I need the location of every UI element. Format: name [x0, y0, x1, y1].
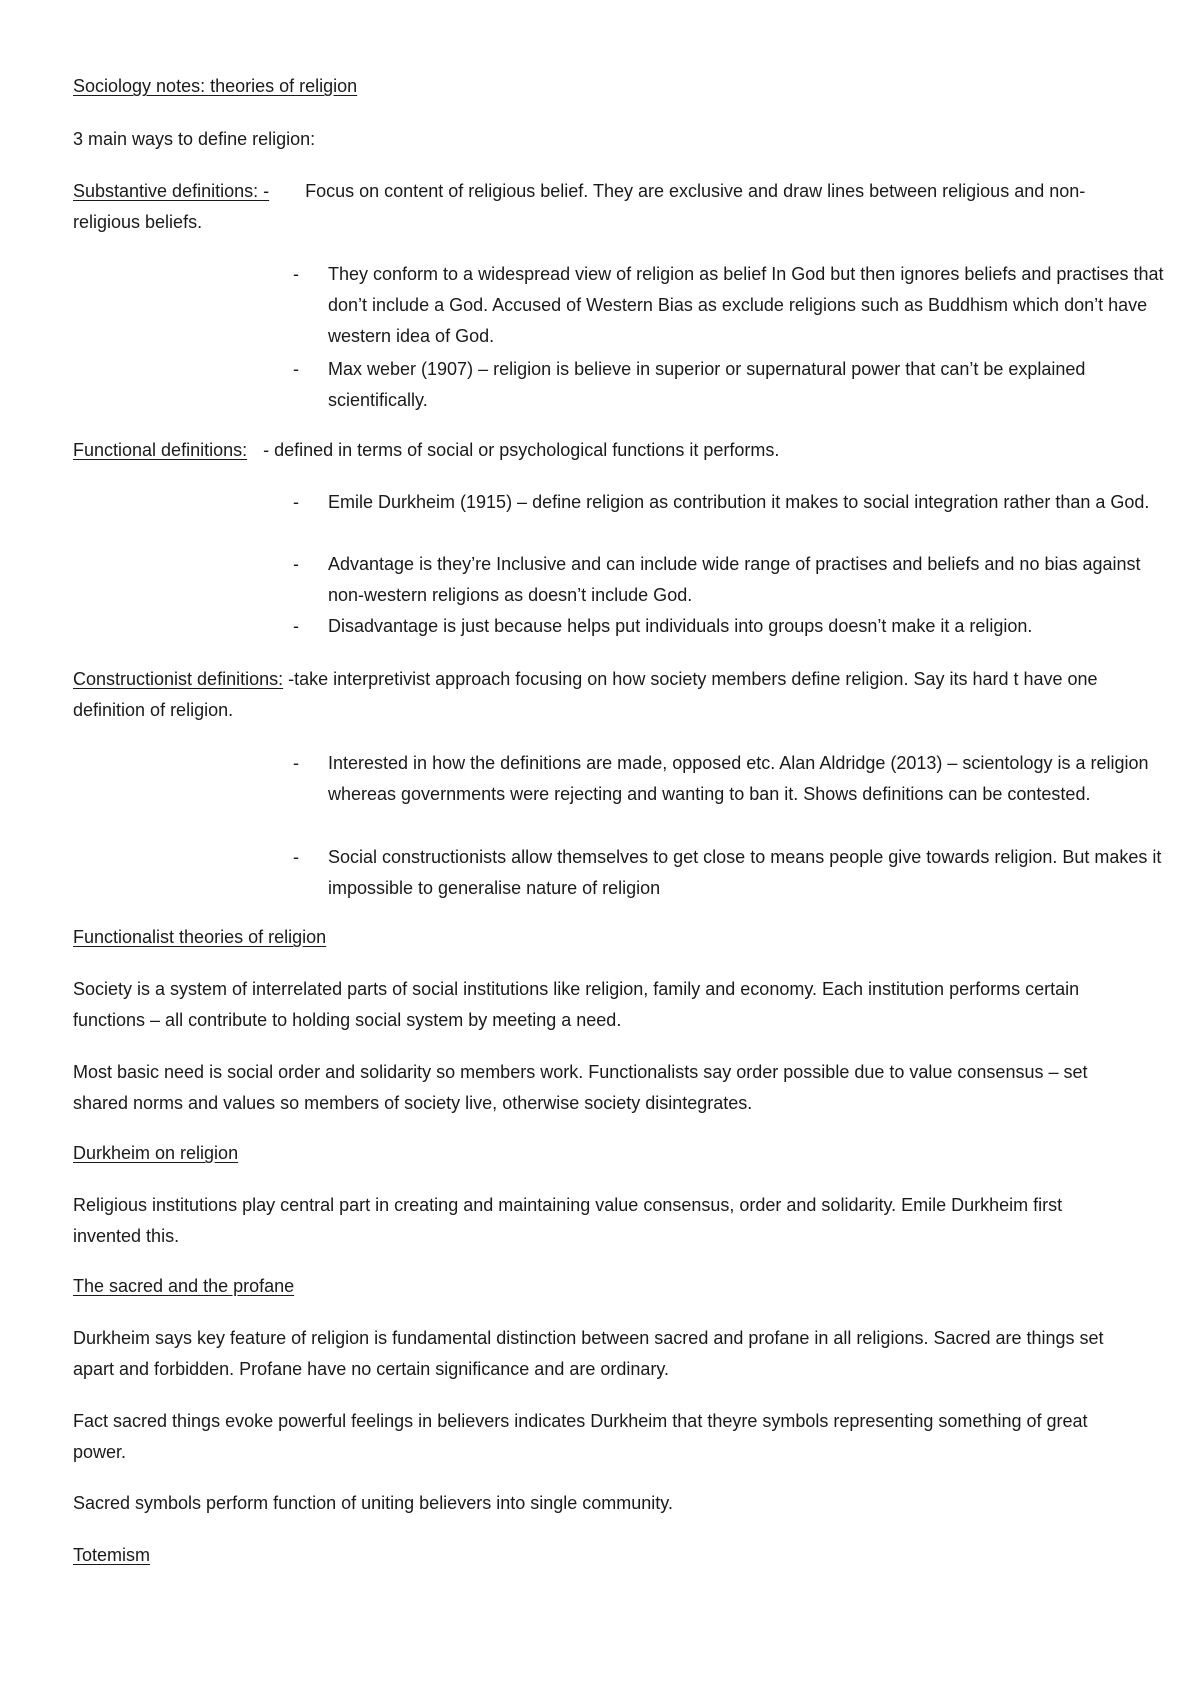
durkheim-paragraph-1: Religious institutions play central part in creating and maintaining value consensus, order and solidarity. Emile Durkheim first invented this.	[73, 1195, 1063, 1246]
bullet-text: They conform to a widespread view of religion as belief In God but then ignores beliefs and practises that don’t include a God. Accused of Western Bias as exclude religions such as Buddhism which don’t have western idea of God.	[328, 264, 1164, 346]
sacred-heading: The sacred and the profane	[73, 1276, 295, 1296]
substantive-bullet-2	[289, 354, 1178, 416]
constructionist-label: Constructionist definitions:	[73, 669, 284, 689]
constructionist-bullet-2	[289, 842, 1178, 904]
bullet-dash: -	[293, 753, 299, 773]
constructionist-bullet-1	[289, 748, 1178, 810]
sacred-paragraph-2: Fact sacred things evoke powerful feelings in believers indicates Durkheim that theyre symbols representing something of great power.	[73, 1411, 1088, 1462]
totemism-heading: Totemism	[73, 1545, 151, 1565]
durkheim-heading: Durkheim on religion	[73, 1143, 239, 1163]
sacred-paragraph-3: Sacred symbols perform function of uniting believers into single community.	[73, 1493, 673, 1513]
bullet-dash: -	[293, 847, 299, 867]
substantive-definition	[73, 176, 1133, 238]
bullet-text: Advantage is they’re Inclusive and can include wide range of practises and beliefs and no bias against non-western religions as doesn’t include God.	[328, 554, 1141, 605]
functionalist-paragraph-2: Most basic need is social order and solidarity so members work. Functionalists say order possible due to value consensus – set shared norms and values so members of society live, otherwise society disintegrates.	[73, 1062, 1088, 1113]
functional-definition	[73, 435, 1133, 466]
bullet-text: Interested in how the definitions are made, opposed etc. Alan Aldridge (2013) – scientology is a religion whereas governments were rejecting and wanting to ban it. Shows definitions can be contested.	[328, 753, 1149, 804]
bullet-text: Emile Durkheim (1915) – define religion as contribution it makes to social integration rather than a God.	[328, 492, 1150, 512]
bullet-dash: -	[293, 616, 299, 636]
substantive-text: Focus on content of religious belief. They are exclusive and draw lines between religious and non-religious beliefs.	[73, 181, 1086, 232]
bullet-dash: -	[293, 492, 299, 512]
functional-bullet-2	[289, 549, 1178, 611]
bullet-dash: -	[293, 359, 299, 379]
constructionist-text: -take interpretivist approach focusing on how society members define religion. Say its hard t have one definition of religion.	[73, 669, 1098, 720]
substantive-label: Substantive definitions: -	[73, 181, 270, 201]
intro-text: 3 main ways to define religion:	[73, 129, 316, 149]
bullet-dash: -	[293, 264, 299, 284]
bullet-text: Social constructionists allow themselves to get close to means people give towards religion. But makes it impossible to generalise nature of religion	[328, 847, 1162, 898]
functionalist-paragraph-1: Society is a system of interrelated parts of social institutions like religion, family and economy. Each institution performs certain functions – all contribute to holding social system by meeting a need.	[73, 979, 1080, 1030]
constructionist-definition	[73, 664, 1133, 726]
functional-bullet-3	[289, 611, 1178, 642]
page-title: Sociology notes: theories of religion	[73, 76, 358, 96]
functional-label: Functional definitions:	[73, 440, 248, 460]
bullet-text: Max weber (1907) – religion is believe in superior or supernatural power that can’t be explained scientifically.	[328, 359, 1086, 410]
bullet-text: Disadvantage is just because helps put individuals into groups doesn’t make it a religion.	[328, 616, 1033, 636]
functionalist-heading: Functionalist theories of religion	[73, 927, 327, 947]
bullet-dash: -	[293, 554, 299, 574]
sacred-paragraph-1: Durkheim says key feature of religion is fundamental distinction between sacred and profane in all religions. Sacred are things set apart and forbidden. Profane have no certain significance and are ordinary.	[73, 1328, 1104, 1379]
functional-text: - defined in terms of social or psychological functions it performs.	[263, 440, 780, 460]
substantive-bullet-1	[289, 259, 1178, 352]
functional-bullet-1	[289, 487, 1178, 518]
